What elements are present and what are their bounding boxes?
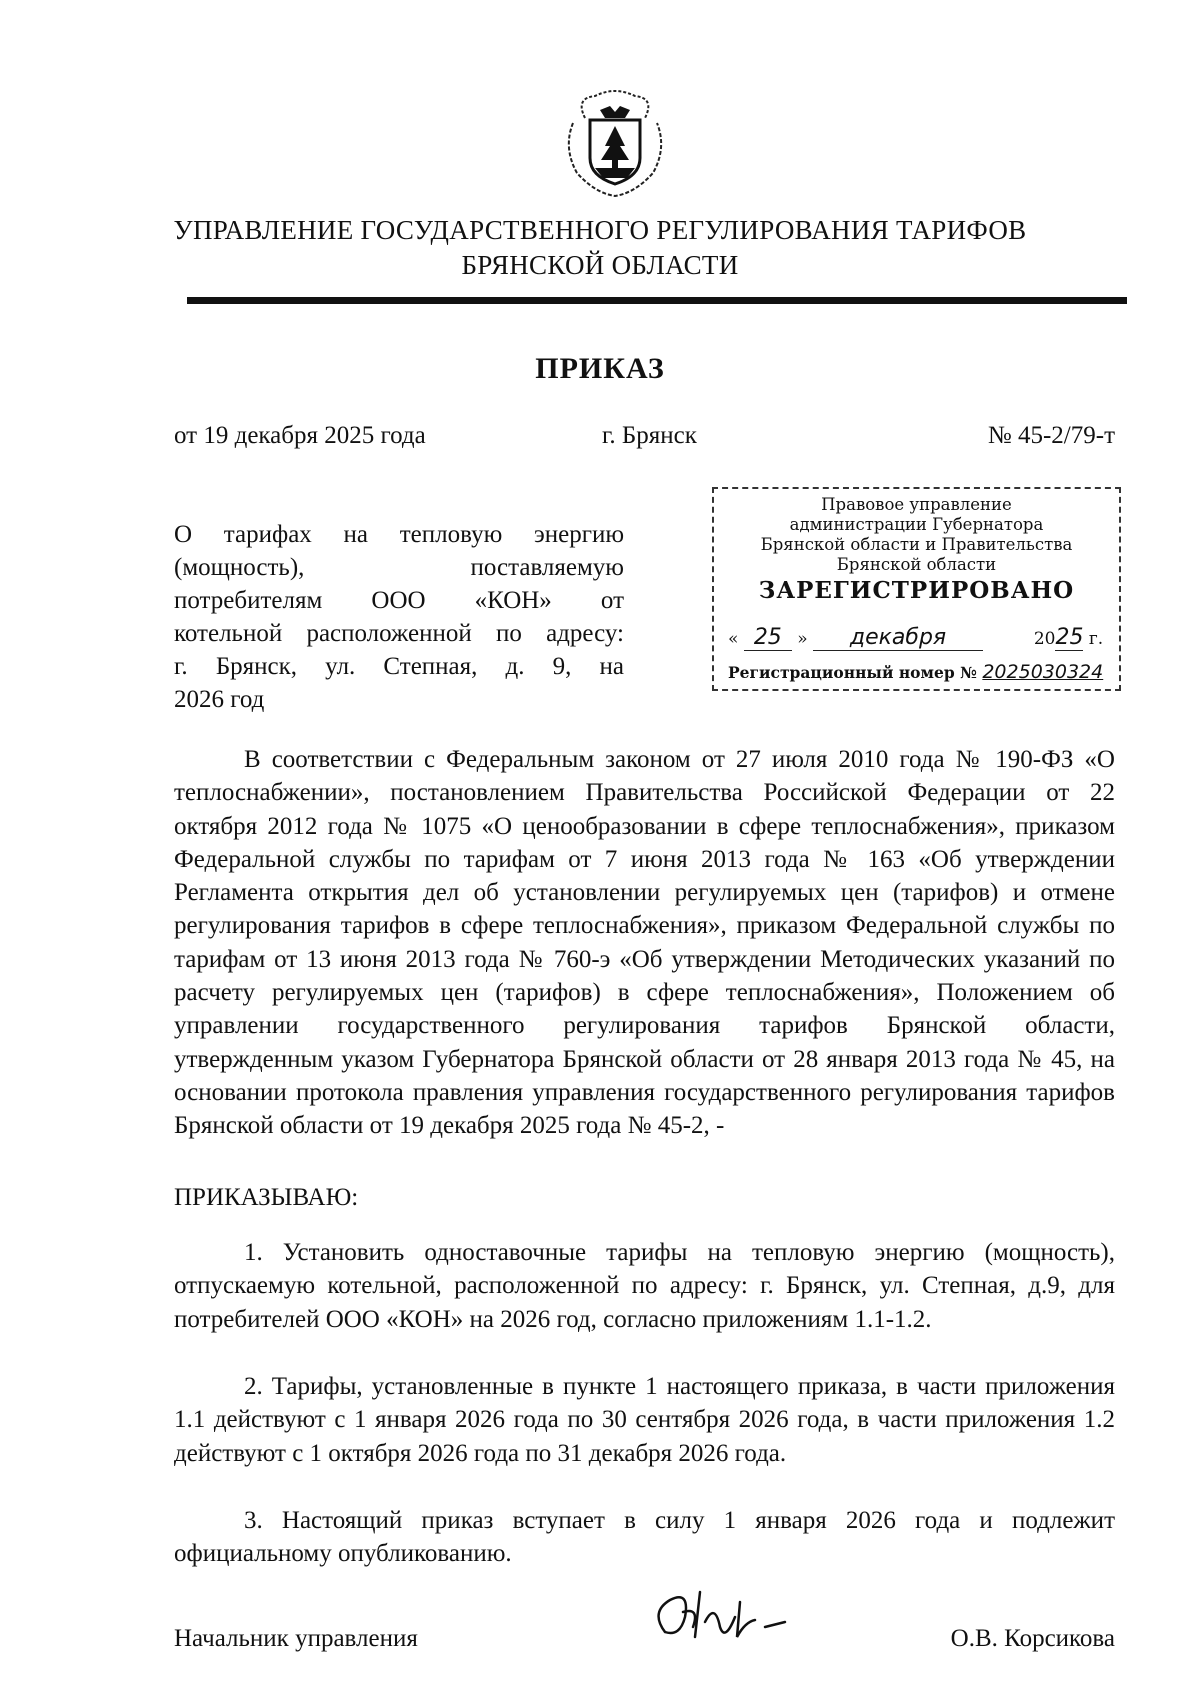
document-number: № 45-2/79-т: [987, 422, 1115, 449]
stamp-status: ЗАРЕГИСТРИРОВАНО: [758, 577, 1075, 604]
stamp-line: Правовое управление: [821, 495, 1012, 514]
subject-line: (мощность), поставляемую: [174, 554, 624, 581]
document-subject: [174, 518, 624, 716]
order-word: ПРИКАЗЫВАЮ:: [174, 1184, 359, 1211]
subject-line: 2026 год: [174, 686, 265, 713]
preamble-paragraph: [174, 743, 1115, 1143]
stamp-reg-number: 2025030324: [982, 661, 1104, 683]
stamp-quote-close: »: [797, 629, 808, 649]
stamp-reg-label: Регистрационный номер №: [728, 663, 977, 682]
registration-stamp: [712, 487, 1121, 691]
stamp-line: Брянской области и Правительства: [760, 535, 1073, 554]
document-city: г. Брянск: [602, 422, 697, 449]
stamp-year-unit: г.: [1088, 629, 1104, 649]
order-item: 2. Тарифы, установленные в пункте 1 настоящего приказа, в части приложения 1.1 действуют с 1 января 2026 года по 30 сентября 2026 года, в части приложения 1.2 действуют с 1 октября 2026 года по 31 декабря 2026 года.: [174, 1373, 1115, 1467]
signatory-position: Начальник управления: [174, 1625, 418, 1652]
stamp-line: администрации Губернатора: [789, 515, 1044, 534]
subject-line: потребителям ООО «КОН» от: [174, 587, 624, 614]
document-date: от 19 декабря 2025 года: [174, 422, 426, 449]
document-title: ПРИКАЗ: [535, 352, 665, 385]
stamp-year: 25: [1055, 625, 1084, 650]
organization-name-line2: БРЯНСКОЙ ОБЛАСТИ: [461, 250, 739, 280]
stamp-year-prefix: 20: [1033, 629, 1056, 649]
preamble-text: В соответствии с Федеральным законом от 27 июля 2010 года № 190-ФЗ «О теплоснабжении», постановлением Правительства Российской Федерации от 22 октября 2012 года № 1075 «О ценообразовании в сфере теплоснабжения», приказом Федеральной службы по тарифам от 7 июня 2013 года № 163 «Об утверждении Регламента открытия дел об установлении регулируемых цен (тарифов) и отмене регулирования тарифов в сфере теплоснабжения», приказом Федеральной службы по тарифам от 13 июня 2013 года № 760-э «Об утверждении Методических указаний по расчету регулируемых цен (тарифов) в сфере теплоснабжения», Положением об управлении государственного регулирования тарифов Брянской области, утвержденным указом Губернатора Брянской области от 28 января 2013 года № 45, на основании протокола правления управления государственного регулирования тарифов Брянской области от 19 декабря 2025 года № 45-2, -: [174, 746, 1115, 1140]
stamp-date: [728, 625, 1108, 655]
coat-of-arms-icon: [555, 88, 675, 198]
stamp-quote-open: «: [728, 629, 739, 649]
subject-line: О тарифах на тепловую энергию: [174, 521, 624, 548]
stamp-line: Брянской области: [836, 555, 997, 574]
order-item: 1. Установить одноставочные тарифы на тепловую энергию (мощность), отпускаемую котельной, расположенной по адресу: г. Брянск, ул. Степная, д.9, для потребителей ООО «КОН» на 2026 год, согласно приложениям 1.1-1.2.: [174, 1239, 1115, 1333]
signatory-name: О.В. Корсикова: [950, 1625, 1115, 1652]
stamp-registration: [728, 661, 1113, 683]
header-divider: [187, 297, 1127, 304]
organization-name-line1: УПРАВЛЕНИЕ ГОСУДАРСТВЕННОГО РЕГУЛИРОВАНИЯ ТАРИФОВ: [173, 215, 1027, 245]
stamp-day: 25: [744, 625, 792, 651]
subject-line: котельной расположенной по адресу:: [174, 620, 624, 647]
order-item: 3. Настоящий приказ вступает в силу 1 января 2026 года и подлежит официальному опубликованию.: [174, 1507, 1115, 1568]
subject-line: г. Брянск, ул. Степная, д. 9, на: [174, 653, 624, 680]
handwritten-signature-icon: [645, 1582, 795, 1652]
stamp-month: декабря: [813, 625, 983, 651]
